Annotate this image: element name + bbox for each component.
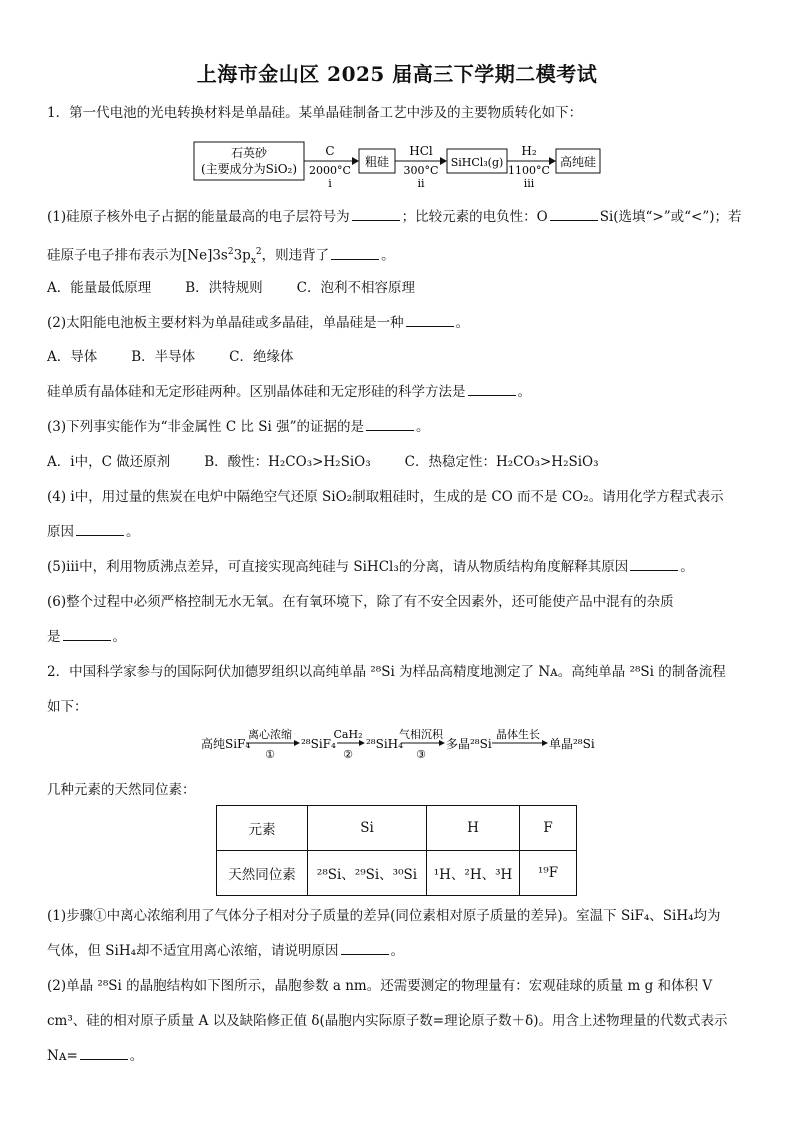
flow-arrowhead-2: [440, 157, 447, 165]
q1-part6-text-b: 是: [47, 629, 61, 645]
q1-part1-text-a: (1)硅原子核外电子占据的能量最高的电子层符号为: [47, 209, 350, 225]
flow-step-2: ii: [417, 177, 425, 190]
page-title: 上海市金山区 2025 届高三下学期二模考试: [196, 62, 598, 86]
q2-flow-step3-num: ③: [416, 748, 426, 761]
table-cell: H: [427, 806, 520, 851]
flow-step-3: iii: [523, 177, 535, 190]
table-cell: ¹⁹F: [520, 851, 577, 896]
table-cell: 天然同位素: [217, 851, 308, 896]
q2-flow-step1-num: ①: [265, 748, 275, 761]
option-c[interactable]: C．热稳定性：H₂CO₃>H₂SiO₃: [404, 454, 599, 470]
q1-part2-text: (2)太阳能电池板主要材料为单晶硅或多晶硅，单晶硅是一种: [47, 315, 404, 331]
q2-flow-diagram: [0, 726, 794, 776]
flow-box-sihcl3-label: SiHCl₃(g): [450, 156, 504, 169]
flow-arrowhead-1: [352, 157, 359, 165]
q1-part1-options: [47, 279, 449, 297]
answer-blank[interactable]: [366, 418, 414, 431]
answer-blank[interactable]: [76, 523, 124, 536]
answer-blank[interactable]: [331, 247, 379, 260]
answer-blank[interactable]: [80, 1047, 128, 1060]
q1-part3-text: (3)下列事实能作为“非金属性 C 比 Si 强”的证据的是: [47, 419, 364, 435]
option-b[interactable]: B．半导体: [131, 349, 196, 365]
q1-part3-options: [47, 453, 633, 471]
q1-part4-text-b: 原因: [47, 524, 74, 540]
q2-flow-arrowhead-4: [542, 740, 548, 746]
q2-part1-text-b: 气体，但 SiH₄却不适宜用离心浓缩，请说明原因: [47, 943, 339, 959]
q1-part6-line2: 是 。: [47, 629, 126, 645]
table-cell: ¹H、²H、³H: [427, 851, 520, 896]
q1-part2-b: 硅单质有晶体硅和无定形硅两种。区别晶体硅和无定形硅的科学方法是 。: [47, 384, 531, 400]
flow-arrow-2-reagent: HCl: [409, 144, 433, 158]
table-cell: 元素: [217, 806, 308, 851]
q2-part1-line2: 气体，但 SiH₄却不适宜用离心浓缩，请说明原因 。: [47, 943, 405, 959]
q2-part2-line1: (2)单晶 ²⁸Si 的晶胞结构如下图所示，晶胞参数 a nm。还需要测定的物理量有：宏观硅球的质量 m g 和体积 V: [47, 978, 713, 994]
isotope-table: [216, 805, 577, 896]
table-row: [217, 851, 577, 896]
q1-part2-options: [47, 348, 328, 366]
flow-arrowhead-3: [549, 157, 556, 165]
answer-blank[interactable]: [468, 383, 516, 396]
q1-part5-text: (5)ⅲ中，利用物质沸点差异，可直接实现高纯硅与 SiHCl₃的分离，请从物质结构角度解释其原因: [47, 559, 629, 575]
q1-part1-line1: [47, 208, 742, 226]
option-b[interactable]: B．酸性：H₂CO₃>H₂SiO₃: [204, 454, 371, 470]
answer-blank[interactable]: [341, 942, 389, 955]
q2-flow-step2-label: CaH₂: [333, 728, 363, 741]
flow-box-pure-si-label: 高纯硅: [559, 155, 597, 169]
answer-blank[interactable]: [550, 208, 598, 221]
flow-box-quartz-line1: 石英砂: [230, 146, 268, 160]
q1-part1-text-b: ；比较元素的电负性：O: [401, 209, 548, 225]
q2-flow-step4-label: 晶体生长: [496, 728, 540, 741]
answer-blank[interactable]: [406, 314, 454, 327]
q2-flow-step1-label: 离心浓缩: [248, 728, 292, 741]
q1-part5: (5)ⅲ中，利用物质沸点差异，可直接实现高纯硅与 SiHCl₃的分离，请从物质结构角度解释其原因 。: [47, 559, 694, 575]
flow-step-1: i: [328, 177, 332, 190]
q1-intro: 1．第一代电池的光电转换材料是单晶硅。某单晶硅制备工艺中涉及的主要物质转化如下：: [47, 105, 583, 121]
table-cell: Si: [308, 806, 427, 851]
option-b[interactable]: B．洪特规则: [185, 280, 263, 296]
flow-arrow-1-temp: 2000°C: [309, 164, 351, 177]
q1-part2b-text: 硅单质有晶体硅和无定形硅两种。区别晶体硅和无定形硅的科学方法是: [47, 384, 466, 400]
q2-intro-line1: 2．中国科学家参与的国际阿伏加德罗组织以高纯单晶 ²⁸Si 为样品高精度地测定了 Nᴀ。高纯单晶 ²⁸Si 的制备流程: [47, 664, 726, 680]
q2-flow-step2-num: ②: [343, 748, 353, 761]
q2-flow-n4: 单晶²⁸Si: [549, 737, 595, 751]
q1-part1-text-c: Si(选填“>”或“<”)；若: [599, 209, 742, 225]
q2-table-intro: 几种元素的天然同位素：: [47, 782, 196, 798]
answer-blank[interactable]: [630, 558, 678, 571]
q2-flow-n3: 多晶²⁸Si: [446, 737, 492, 751]
flow-arrow-3-reagent: H₂: [521, 144, 537, 158]
flow-arrow-2-temp: 300°C: [403, 164, 439, 177]
q2-part2-line2: cm³、硅的相对原子质量 A 以及缺陷修正值 δ(晶胞内实际原子数=理论原子数＋δ)。用含上述物理量的代数式表示: [47, 1013, 728, 1029]
q1-flow-diagram: [0, 130, 794, 330]
q2-part2-line3: Nᴀ= 。: [47, 1048, 144, 1064]
flow-box-quartz-line2: (主要成分为SiO₂): [200, 162, 298, 176]
flow-box-crude-si-label: 粗硅: [364, 155, 390, 169]
answer-blank[interactable]: [352, 208, 400, 221]
q2-flow-n2: ²⁸SiH₄: [366, 737, 403, 751]
q2-part1-line1: (1)步骤①中离心浓缩利用了气体分子相对分子质量的差异(同位素相对原子质量的差异)。室温下 SiF₄、SiH₄均为: [47, 908, 721, 924]
q2-flow-start: 高纯SiF₄: [201, 737, 251, 751]
table-header-row: [217, 806, 577, 851]
q2-flow-arrowhead-1: [294, 740, 300, 746]
option-a[interactable]: A．ⅰ中，C 做还原剂: [47, 454, 171, 470]
q1-part1-text-e: ，则违背了: [261, 247, 330, 264]
q2-part2-text-c: Nᴀ=: [47, 1048, 78, 1064]
answer-blank[interactable]: [63, 628, 111, 641]
option-c[interactable]: C．泡利不相容原理: [296, 280, 416, 296]
option-c[interactable]: C．绝缘体: [229, 349, 294, 365]
flow-arrow-1-reagent: C: [325, 144, 335, 158]
q1-part1-text-d: 硅原子电子排布表示为[Ne]3s: [47, 247, 228, 264]
q1-part4-line2: 原因 。: [47, 524, 140, 540]
table-cell: F: [520, 806, 577, 851]
flow-arrow-3-temp: 1100°C: [508, 164, 550, 177]
q2-flow-n1: ²⁸SiF₄: [301, 737, 336, 751]
option-a[interactable]: A．能量最低原理: [47, 280, 152, 296]
table-cell: ²⁸Si、²⁹Si、³⁰Si: [308, 851, 427, 896]
q2-flow-step3-label: 气相沉积: [399, 728, 443, 741]
q2-intro-line2: 如下：: [47, 699, 88, 715]
q1-part2: (2)太阳能电池板主要材料为单晶硅或多晶硅，单晶硅是一种 。: [47, 315, 470, 331]
q1-part3: (3)下列事实能作为“非金属性 C 比 Si 强”的证据的是 。: [47, 419, 430, 435]
q1-part4-line1: (4) ⅰ中，用过量的焦炭在电炉中隔绝空气还原 SiO₂制取粗硅时，生成的是 CO 而不是 CO₂。请用化学方程式表示: [47, 489, 724, 505]
option-a[interactable]: A．导体: [47, 349, 98, 365]
q1-part1-line2: 硅原子电子排布表示为$[Ne]3s^23p_x^2$，则违背了 。: [47, 247, 395, 267]
q1-part6-line1: (6)整个过程中必须严格控制无水无氧。在有氧环境下，除了有不安全因素外，还可能使产品中混有的杂质: [47, 594, 674, 610]
